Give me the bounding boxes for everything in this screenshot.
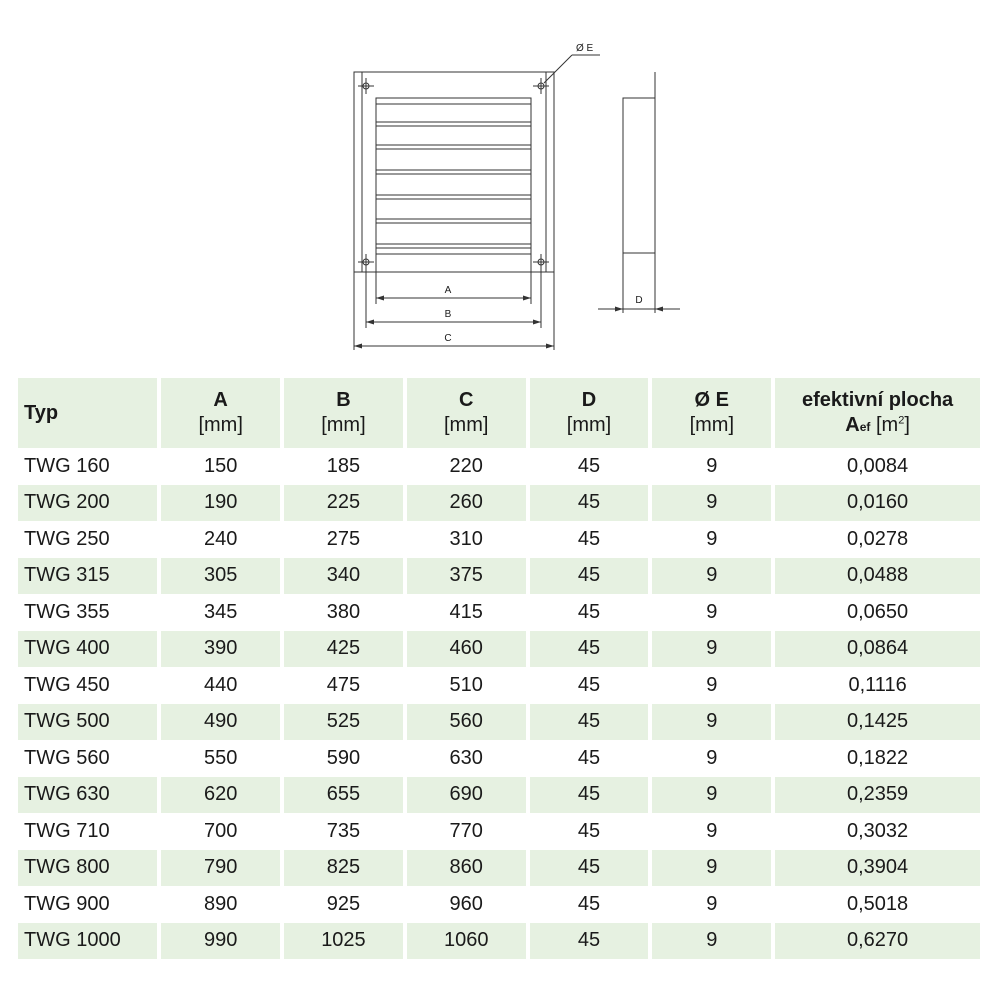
cell-e: 9 bbox=[652, 886, 771, 923]
diameter-e-label: Ø E bbox=[576, 43, 594, 54]
dimension-d-label: D bbox=[635, 295, 643, 306]
cell-d: 45 bbox=[530, 850, 649, 887]
cell-e: 9 bbox=[652, 631, 771, 668]
cell-typ: TWG 400 bbox=[18, 631, 157, 668]
table-row bbox=[18, 886, 980, 923]
table-row bbox=[18, 594, 980, 631]
cell-b: 735 bbox=[284, 813, 403, 850]
cell-typ: TWG 710 bbox=[18, 813, 157, 850]
cell-e: 9 bbox=[652, 923, 771, 960]
table-row bbox=[18, 777, 980, 814]
header-a: A [mm] bbox=[161, 378, 280, 448]
dimension-b-label: B bbox=[444, 309, 452, 320]
table-row bbox=[18, 813, 980, 850]
cell-b: 225 bbox=[284, 485, 403, 522]
cell-d: 45 bbox=[530, 448, 649, 485]
cell-effective-area: 0,1116 bbox=[775, 667, 980, 704]
cell-effective-area: 0,0650 bbox=[775, 594, 980, 631]
cell-a: 490 bbox=[161, 704, 280, 741]
grille-outer-frame bbox=[354, 72, 554, 272]
cell-d: 45 bbox=[530, 740, 649, 777]
cell-effective-area: 0,1425 bbox=[775, 704, 980, 741]
cell-effective-area: 0,1822 bbox=[775, 740, 980, 777]
cell-effective-area: 0,0084 bbox=[775, 448, 980, 485]
cell-e: 9 bbox=[652, 448, 771, 485]
cell-effective-area: 0,0864 bbox=[775, 631, 980, 668]
cell-c: 310 bbox=[407, 521, 526, 558]
cell-effective-area: 0,2359 bbox=[775, 777, 980, 814]
cell-effective-area: 0,0278 bbox=[775, 521, 980, 558]
cell-c: 1060 bbox=[407, 923, 526, 960]
cell-e: 9 bbox=[652, 704, 771, 741]
cell-e: 9 bbox=[652, 485, 771, 522]
cell-typ: TWG 450 bbox=[18, 667, 157, 704]
cell-d: 45 bbox=[530, 631, 649, 668]
cell-effective-area: 0,3032 bbox=[775, 813, 980, 850]
dimensions-table bbox=[14, 378, 984, 959]
cell-e: 9 bbox=[652, 667, 771, 704]
cell-b: 525 bbox=[284, 704, 403, 741]
cell-typ: TWG 500 bbox=[18, 704, 157, 741]
cell-d: 45 bbox=[530, 594, 649, 631]
cell-c: 560 bbox=[407, 704, 526, 741]
cell-b: 590 bbox=[284, 740, 403, 777]
table-row bbox=[18, 850, 980, 887]
table-row bbox=[18, 521, 980, 558]
table-row bbox=[18, 631, 980, 668]
cell-effective-area: 0,0488 bbox=[775, 558, 980, 595]
cell-e: 9 bbox=[652, 813, 771, 850]
cell-c: 460 bbox=[407, 631, 526, 668]
cell-e: 9 bbox=[652, 740, 771, 777]
cell-c: 510 bbox=[407, 667, 526, 704]
cell-b: 380 bbox=[284, 594, 403, 631]
header-d: D [mm] bbox=[530, 378, 649, 448]
cell-e: 9 bbox=[652, 777, 771, 814]
cell-b: 825 bbox=[284, 850, 403, 887]
table-header-row bbox=[18, 378, 980, 448]
cell-e: 9 bbox=[652, 521, 771, 558]
cell-c: 630 bbox=[407, 740, 526, 777]
table-row bbox=[18, 485, 980, 522]
cell-e: 9 bbox=[652, 594, 771, 631]
cell-b: 475 bbox=[284, 667, 403, 704]
cell-a: 550 bbox=[161, 740, 280, 777]
cell-effective-area: 0,5018 bbox=[775, 886, 980, 923]
table-row bbox=[18, 667, 980, 704]
header-c: C [mm] bbox=[407, 378, 526, 448]
cell-typ: TWG 630 bbox=[18, 777, 157, 814]
table-row bbox=[18, 704, 980, 741]
cell-a: 390 bbox=[161, 631, 280, 668]
cell-d: 45 bbox=[530, 558, 649, 595]
cell-typ: TWG 900 bbox=[18, 886, 157, 923]
header-b: B [mm] bbox=[284, 378, 403, 448]
header-effective-area: efektivní plocha Aef $[m^2]$ bbox=[775, 378, 980, 448]
cell-d: 45 bbox=[530, 813, 649, 850]
cell-c: 690 bbox=[407, 777, 526, 814]
cell-b: 655 bbox=[284, 777, 403, 814]
cell-b: 1025 bbox=[284, 923, 403, 960]
cell-e: 9 bbox=[652, 850, 771, 887]
grille-inner-frame bbox=[376, 98, 531, 254]
side-view bbox=[623, 98, 655, 253]
cell-typ: TWG 1000 bbox=[18, 923, 157, 960]
cell-d: 45 bbox=[530, 485, 649, 522]
table-row bbox=[18, 923, 980, 960]
cell-a: 790 bbox=[161, 850, 280, 887]
cell-b: 925 bbox=[284, 886, 403, 923]
cell-a: 240 bbox=[161, 521, 280, 558]
cell-a: 305 bbox=[161, 558, 280, 595]
cell-d: 45 bbox=[530, 521, 649, 558]
cell-a: 890 bbox=[161, 886, 280, 923]
cell-b: 340 bbox=[284, 558, 403, 595]
table-row bbox=[18, 740, 980, 777]
cell-a: 620 bbox=[161, 777, 280, 814]
header-e: Ø E [mm] bbox=[652, 378, 771, 448]
cell-c: 960 bbox=[407, 886, 526, 923]
dimension-a-label: A bbox=[444, 285, 452, 296]
cell-effective-area: 0,6270 bbox=[775, 923, 980, 960]
cell-typ: TWG 355 bbox=[18, 594, 157, 631]
cell-effective-area: 0,0160 bbox=[775, 485, 980, 522]
cell-a: 190 bbox=[161, 485, 280, 522]
cell-e: 9 bbox=[652, 558, 771, 595]
cell-c: 860 bbox=[407, 850, 526, 887]
cell-typ: TWG 315 bbox=[18, 558, 157, 595]
cell-d: 45 bbox=[530, 923, 649, 960]
dimension-c-label: C bbox=[444, 333, 452, 344]
cell-a: 345 bbox=[161, 594, 280, 631]
cell-typ: TWG 250 bbox=[18, 521, 157, 558]
cell-c: 260 bbox=[407, 485, 526, 522]
cell-d: 45 bbox=[530, 886, 649, 923]
cell-d: 45 bbox=[530, 667, 649, 704]
cell-a: 150 bbox=[161, 448, 280, 485]
cell-a: 990 bbox=[161, 923, 280, 960]
cell-c: 770 bbox=[407, 813, 526, 850]
cell-c: 375 bbox=[407, 558, 526, 595]
cell-a: 700 bbox=[161, 813, 280, 850]
cell-typ: TWG 800 bbox=[18, 850, 157, 887]
header-typ: Typ bbox=[18, 378, 157, 448]
table-row bbox=[18, 558, 980, 595]
cell-effective-area: 0,3904 bbox=[775, 850, 980, 887]
cell-b: 185 bbox=[284, 448, 403, 485]
cell-c: 415 bbox=[407, 594, 526, 631]
cell-a: 440 bbox=[161, 667, 280, 704]
cell-typ: TWG 200 bbox=[18, 485, 157, 522]
cell-b: 425 bbox=[284, 631, 403, 668]
cell-typ: TWG 560 bbox=[18, 740, 157, 777]
cell-c: 220 bbox=[407, 448, 526, 485]
cell-d: 45 bbox=[530, 704, 649, 741]
louvre-slats bbox=[376, 104, 531, 248]
cell-b: 275 bbox=[284, 521, 403, 558]
cell-typ: TWG 160 bbox=[18, 448, 157, 485]
technical-drawing bbox=[0, 0, 1000, 360]
table-row bbox=[18, 448, 980, 485]
cell-d: 45 bbox=[530, 777, 649, 814]
